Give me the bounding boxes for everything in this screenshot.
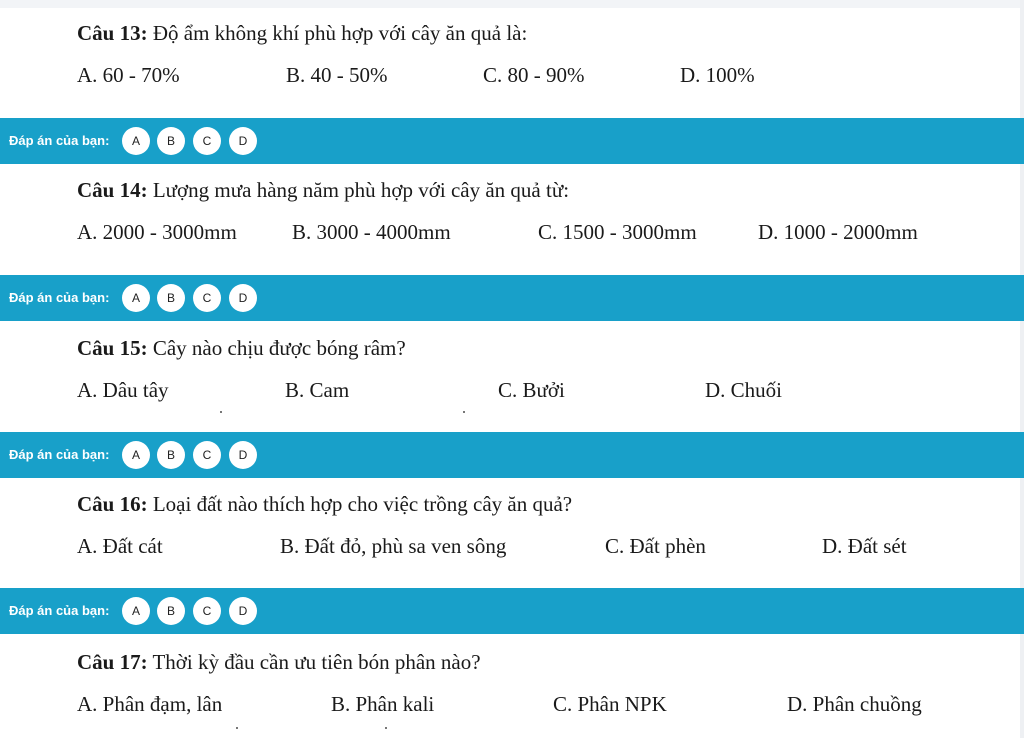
option-c: C. Đất phèn [605,534,706,558]
question-text [77,178,569,203]
question-text [77,21,527,46]
option-b: B. Phân kali [331,692,435,716]
answer-choice-a[interactable]: A [122,597,150,625]
answer-label: Đáp án của bạn: [9,447,110,462]
answer-choice-c[interactable]: C [193,284,221,312]
answer-label: Đáp án của bạn: [9,603,110,618]
question-number: Câu 17: [77,650,148,674]
option-c: C. 1500 - 3000mm [538,220,697,244]
answer-choice-a[interactable]: A [122,441,150,469]
question-number: Câu 16: [77,492,148,516]
option-a: A. 60 - 70% [77,63,180,87]
answer-bar-16 [0,588,1024,634]
stray-mark [385,727,387,729]
option-b: B. 40 - 50% [286,63,388,87]
answer-bar-14 [0,275,1024,321]
question-stem: Lượng mưa hàng năm phù hợp với cây ăn quả từ: [152,178,570,202]
answer-bar-15 [0,432,1024,478]
answer-choice-b[interactable]: B [157,441,185,469]
answer-choice-c[interactable]: C [193,597,221,625]
answer-label: Đáp án của bạn: [9,133,110,148]
answer-choice-d[interactable]: D [229,127,257,155]
option-d: D. Phân chuồng [787,692,922,716]
answer-bar-13 [0,118,1024,164]
option-b: B. Cam [285,378,350,402]
answer-choice-c[interactable]: C [193,127,221,155]
answer-choice-a[interactable]: A [122,127,150,155]
answer-choice-d[interactable]: D [229,597,257,625]
question-text [77,492,572,517]
option-a: A. Dâu tây [77,378,169,402]
question-stem: Loại đất nào thích hợp cho việc trồng cây ăn quả? [152,492,573,516]
answer-label: Đáp án của bạn: [9,290,110,305]
stray-mark [236,727,238,729]
option-c: C. Phân NPK [553,692,667,716]
question-number: Câu 15: [77,336,148,360]
option-a: A. Đất cát [77,534,163,558]
answer-choice-d[interactable]: D [229,284,257,312]
option-b: B. 3000 - 4000mm [292,220,451,244]
stray-mark [220,411,222,413]
answer-choice-b[interactable]: B [157,284,185,312]
question-text [77,650,481,675]
question-stem: Thời kỳ đầu cần ưu tiên bón phân nào? [152,650,481,674]
question-text [77,336,406,361]
stray-mark [463,411,465,413]
question-stem: Độ ẩm không khí phù hợp với cây ăn quả là: [152,21,528,45]
answer-choice-b[interactable]: B [157,597,185,625]
answer-choice-d[interactable]: D [229,441,257,469]
option-b: B. Đất đỏ, phù sa ven sông [280,534,507,558]
option-a: A. Phân đạm, lân [77,692,223,716]
answer-choice-b[interactable]: B [157,127,185,155]
question-number: Câu 14: [77,178,148,202]
option-d: D. 1000 - 2000mm [758,220,918,244]
answer-choice-c[interactable]: C [193,441,221,469]
answer-choice-a[interactable]: A [122,284,150,312]
option-d: D. 100% [680,63,755,87]
option-a: A. 2000 - 3000mm [77,220,237,244]
option-d: D. Chuối [705,378,783,402]
option-d: D. Đất sét [822,534,907,558]
question-number: Câu 13: [77,21,148,45]
question-stem: Cây nào chịu được bóng râm? [152,336,406,360]
option-c: C. Bưởi [498,378,565,402]
top-divider [0,0,1024,8]
option-c: C. 80 - 90% [483,63,585,87]
